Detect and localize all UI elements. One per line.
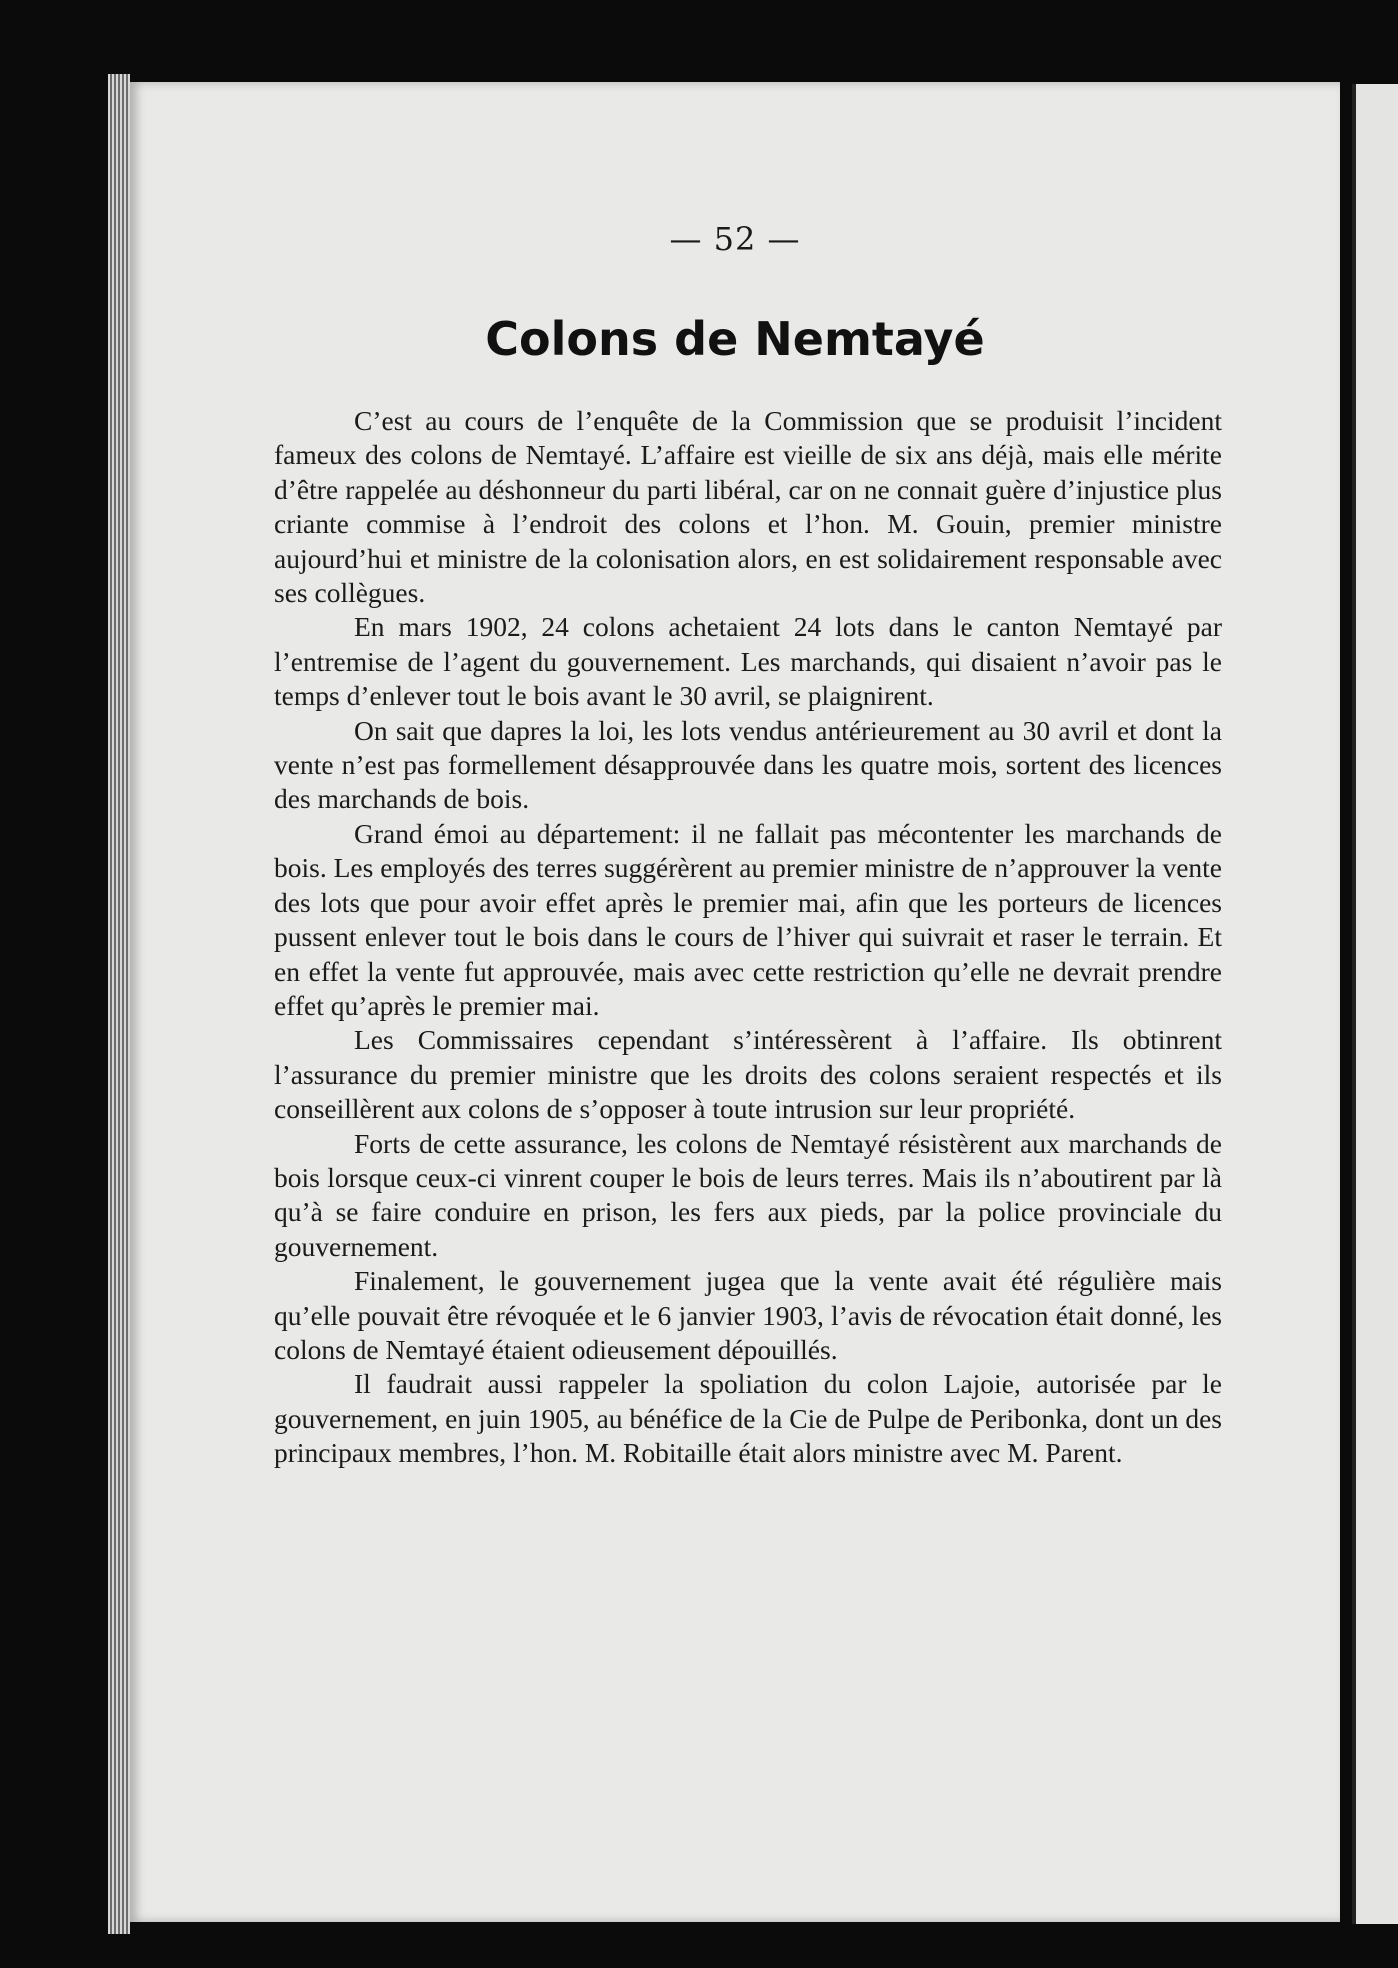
paragraph: Les Commissaires cependant s’intéressèrent à l’affaire. Ils obtinrent l’assurance du premier ministre que les droits des colons seraient respectés et ils conseillèrent aux colons de s’opposer à toute intrusion sur leur propriété. [274,1024,1222,1125]
paragraph: Finalement, le gouvernement jugea que la vente avait été régulière mais qu’elle pouvait être révoquée et le 6 janvier 1903, l’avis de révocation était donné, les colons de Nemtayé étaient odieusement dépouillés. [274,1265,1222,1365]
paragraph: Forts de cette assurance, les colons de Nemtayé résistèrent aux marchands de bois lorsque ceux-ci vinrent couper le bois de leurs terres. Mais ils n’aboutirent par là qu’à se faire conduire en prison, les fers aux pieds, par la police provinciale du gouvernement. [274,1127,1222,1262]
book-page [130,82,1340,1922]
body-text [274,404,1222,1471]
next-page-edge [1352,84,1398,1924]
page-stack-edge [108,74,130,1934]
paragraph: Il faudrait aussi rappeler la spoliation du colon Lajoie, autorisée par le gouvernement, en juin 1905, au bénéfice de la Cie de Pulpe de Peribonka, dont un des principaux membres, l’hon. M. Robitaille était alors ministre avec M. Parent. [274,1368,1222,1469]
paragraph: On sait que dapres la loi, les lots vendus antérieurement au 30 avril et dont la vente n’est pas formellement désapprouvée dans les quatre mois, sortent des licences des marchands de bois. [274,714,1222,815]
paragraph: En mars 1902, 24 colons achetaient 24 lots dans le canton Nemtayé par l’entremise de l’agent du gouvernement. Les marchands, qui disaient n’avoir pas le temps d’enlever tout le bois avant le 30 avril, se plaignirent. [274,611,1222,712]
paragraph: Grand émoi au département: il ne fallait pas mécontenter les marchands de bois. Les employés des terres suggérèrent au premier ministre de n’approuver la vente des lots que pour avoir effet après le premier mai, afin que les porteurs de licences pussent enlever tout le bois dans le cours de l’hiver qui suivrait et raser le terrain. Et en effet la vente fut approuvée, mais avec cette restriction qu’elle ne devrait prendre effet qu’après le premier mai. [274,817,1222,1021]
page-number: — 52 — [669,220,801,258]
chapter-title: Colons de Nemtayé [485,312,985,366]
paragraph: C’est au cours de l’enquête de la Commission que se produisit l’incident fameux des colons de Nemtayé. L’affaire est vieille de six ans déjà, mais elle mérite d’être rappelée au déshonneur du parti libéral, car on ne connait guère d’injustice plus criante commise à l’endroit des colons et l’hon. M. Gouin, premier ministre aujourd’hui et ministre de la colonisation alors, en est solidairement responsable avec ses collègues. [274,405,1222,609]
